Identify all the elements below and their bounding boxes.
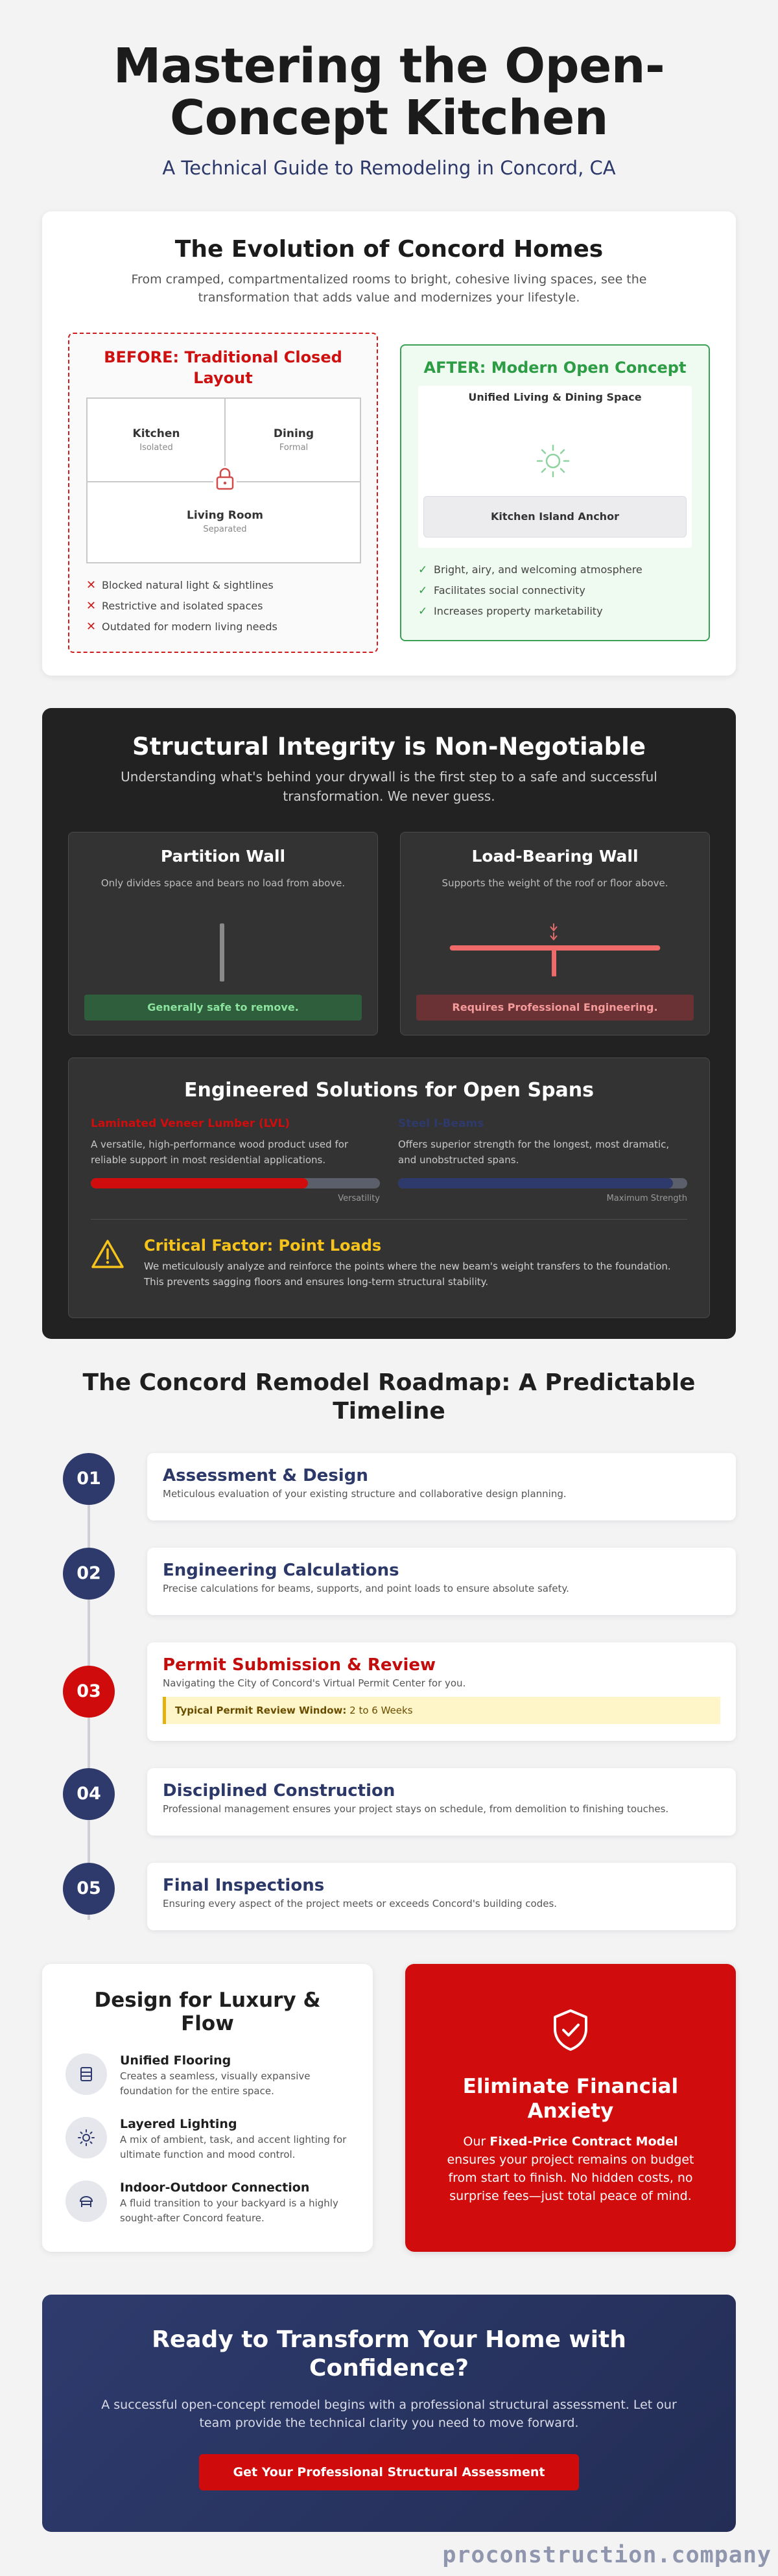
- step-desc: Meticulous evaluation of your existing structure and collaborative design planning.: [163, 1488, 567, 1500]
- step-desc: Ensuring every aspect of the project meets or exceeds Concord's building codes.: [163, 1898, 558, 1909]
- timeline-step: [42, 1768, 736, 1836]
- check-icon: ✓: [418, 605, 428, 618]
- load-bearing-desc: Supports the weight of the roof or floor above.: [442, 877, 668, 889]
- versatility-label: Versatility: [338, 1194, 380, 1203]
- solutions-title: Engineered Solutions for Open Spans: [183, 1079, 595, 1102]
- lvl-desc: A versatile, high-performance wood product used for reliable support in most residential applications.: [91, 1139, 349, 1166]
- cta-title: Ready to Transform Your Home with Confidence?: [152, 2326, 626, 2381]
- list-item: [65, 2180, 349, 2226]
- assessment-button[interactable]: Get Your Professional Structural Assessment: [199, 2454, 579, 2490]
- timeline-step: [42, 1548, 736, 1615]
- warning-icon: [91, 1239, 128, 1271]
- step-number: 01: [63, 1453, 115, 1505]
- step-title: Disciplined Construction: [163, 1781, 395, 1801]
- room-living: Living Room Separated: [187, 509, 263, 534]
- strength-bar: [398, 1178, 687, 1188]
- step-desc: Precise calculations for beams, supports, and point loads to ensure absolute safety.: [163, 1583, 569, 1594]
- list-item: [65, 2117, 349, 2162]
- step-title: Final Inspections: [163, 1876, 325, 1895]
- step-card: [147, 1548, 736, 1615]
- features-section: [42, 1964, 736, 2252]
- step-card: [147, 1768, 736, 1836]
- roadmap-section: [42, 1369, 736, 1930]
- page-subtitle: A Technical Guide to Remodeling in Concord, CA: [162, 157, 616, 179]
- partition-desc: Only divides space and bears no load from above.: [100, 877, 346, 889]
- sun-icon: [535, 443, 571, 482]
- luxury-title: Design for Luxury & Flow: [94, 1989, 321, 2035]
- step-card: [147, 1863, 736, 1930]
- load-bearing-note: Requires Professional Engineering.: [416, 995, 694, 1021]
- partition-note: Generally safe to remove.: [84, 995, 362, 1021]
- step-number: 05: [63, 1863, 115, 1915]
- room-kitchen: Kitchen Isolated: [132, 427, 180, 453]
- luxury-card: [42, 1964, 373, 2252]
- partition-wall-icon: [69, 923, 377, 982]
- step-title: Engineering Calculations: [163, 1561, 399, 1580]
- steel-title: Steel I-Beams: [398, 1117, 484, 1130]
- page-title: Mastering the Open-Concept Kitchen: [113, 38, 665, 146]
- evolution-section: [42, 211, 736, 676]
- outdoor-icon: [65, 2180, 107, 2222]
- cta-section: [42, 2295, 736, 2532]
- watermark: proconstruction.company: [442, 2542, 772, 2568]
- lvl-title: Laminated Veneer Lumber (LVL): [91, 1117, 290, 1130]
- partition-title: Partition Wall: [160, 847, 286, 866]
- timeline-step: [42, 1863, 736, 1930]
- before-title: BEFORE: Traditional Closed Layout: [104, 348, 342, 387]
- financial-card: [405, 1964, 736, 2252]
- kitchen-island: Kitchen Island Anchor: [423, 496, 687, 538]
- roadmap-title: The Concord Remodel Roadmap: A Predictable Timeline: [82, 1369, 696, 1424]
- list-item: ✓ Increases property marketability: [418, 601, 692, 622]
- step-card: [147, 1642, 736, 1741]
- lvl-solution: [91, 1117, 380, 1203]
- permit-window: Typical Permit Review Window: 2 to 6 Weeks: [163, 1697, 720, 1724]
- feature-desc: A fluid transition to your backyard is a highly sought-after Concord feature.: [120, 2197, 338, 2224]
- step-title: Assessment & Design: [163, 1466, 368, 1485]
- x-icon: ✕: [86, 599, 97, 613]
- step-desc: Navigating the City of Concord's Virtual Permit Center for you.: [163, 1677, 466, 1689]
- structural-title: Structural Integrity is Non-Negotiable: [132, 733, 646, 761]
- timeline-step: [42, 1642, 736, 1741]
- x-icon: ✕: [86, 620, 97, 633]
- load-bearing-wall-card: [400, 832, 710, 1035]
- list-item: ✕ Restrictive and isolated spaces: [86, 596, 360, 617]
- lighting-icon: [65, 2117, 107, 2158]
- list-item: ✓ Bright, airy, and welcoming atmosphere: [418, 560, 692, 580]
- critical-title: Critical Factor: Point Loads: [144, 1236, 382, 1255]
- closed-floor-plan: [86, 397, 361, 563]
- check-icon: ✓: [418, 584, 428, 597]
- step-desc: Professional management ensures your project stays on schedule, from demolition to finishing touches.: [163, 1803, 669, 1815]
- feature-title: Indoor-Outdoor Connection: [120, 2180, 310, 2195]
- step-number: 04: [63, 1768, 115, 1820]
- evolution-title: The Evolution of Concord Homes: [174, 236, 604, 263]
- after-card: [400, 344, 710, 641]
- after-title: AFTER: Modern Open Concept: [423, 359, 687, 377]
- partition-wall-card: [68, 832, 378, 1035]
- feature-title: Layered Lighting: [120, 2117, 237, 2131]
- timeline-step: [42, 1453, 736, 1520]
- feature-title: Unified Flooring: [120, 2053, 231, 2068]
- strength-label: Maximum Strength: [606, 1194, 687, 1203]
- load-bearing-title: Load-Bearing Wall: [471, 847, 639, 866]
- check-icon: ✓: [418, 563, 428, 576]
- feature-desc: Creates a seamless, visually expansive foundation for the entire space.: [120, 2070, 311, 2097]
- flooring-icon: [65, 2053, 107, 2095]
- steel-solution: [398, 1117, 687, 1203]
- evolution-subtitle: From cramped, compartmentalized rooms to bright, cohesive living spaces, see the transformation that adds value and modernizes your lifestyle.: [131, 272, 647, 305]
- after-list: [418, 560, 692, 622]
- list-item: ✕ Blocked natural light & sightlines: [86, 575, 360, 596]
- open-floor-plan: [418, 386, 692, 548]
- cta-text: A successful open-concept remodel begins with a professional structural assessment. Let our team provide the technical clarity you need to move forward.: [101, 2398, 677, 2430]
- step-number: 03: [63, 1666, 115, 1718]
- step-card: [147, 1453, 736, 1520]
- list-item: ✓ Facilitates social connectivity: [418, 580, 692, 601]
- critical-desc: We meticulously analyze and reinforce the points where the new beam's weight transfers to the foundation. This prevents sagging floors and ensures long-term structural stability.: [144, 1260, 671, 1288]
- hero: [42, 0, 736, 195]
- step-title: Permit Submission & Review: [163, 1655, 436, 1675]
- feature-desc: A mix of ambient, task, and accent lighting for ultimate function and mood control.: [120, 2134, 347, 2160]
- list-item: [65, 2053, 349, 2099]
- before-list: [86, 575, 360, 637]
- room-dining: Dining Formal: [273, 427, 314, 453]
- x-icon: ✕: [86, 578, 97, 592]
- versatility-bar: [91, 1178, 380, 1188]
- structural-subtitle: Understanding what's behind your drywall is the first step to a safe and successful transformation. We never guess.: [121, 769, 657, 804]
- financial-title: Eliminate Financial Anxiety: [462, 2075, 679, 2123]
- structural-section: [42, 708, 736, 1339]
- engineered-solutions: [68, 1058, 710, 1318]
- space-label: Unified Living & Dining Space: [468, 391, 642, 403]
- lock-icon: [213, 466, 237, 492]
- shield-check-icon: [438, 2007, 703, 2056]
- steel-desc: Offers superior strength for the longest, most dramatic, and unobstructed spans.: [398, 1139, 670, 1166]
- before-card: [68, 333, 378, 653]
- critical-factor: [91, 1236, 687, 1290]
- list-item: ✕ Outdated for modern living needs: [86, 617, 360, 637]
- step-number: 02: [63, 1548, 115, 1600]
- load-bearing-icon: [401, 923, 709, 982]
- financial-text: Our Fixed-Price Contract Model ensures your project remains on budget from start to finish. No hidden costs, no surprise fees—just total peace of mind.: [447, 2134, 694, 2203]
